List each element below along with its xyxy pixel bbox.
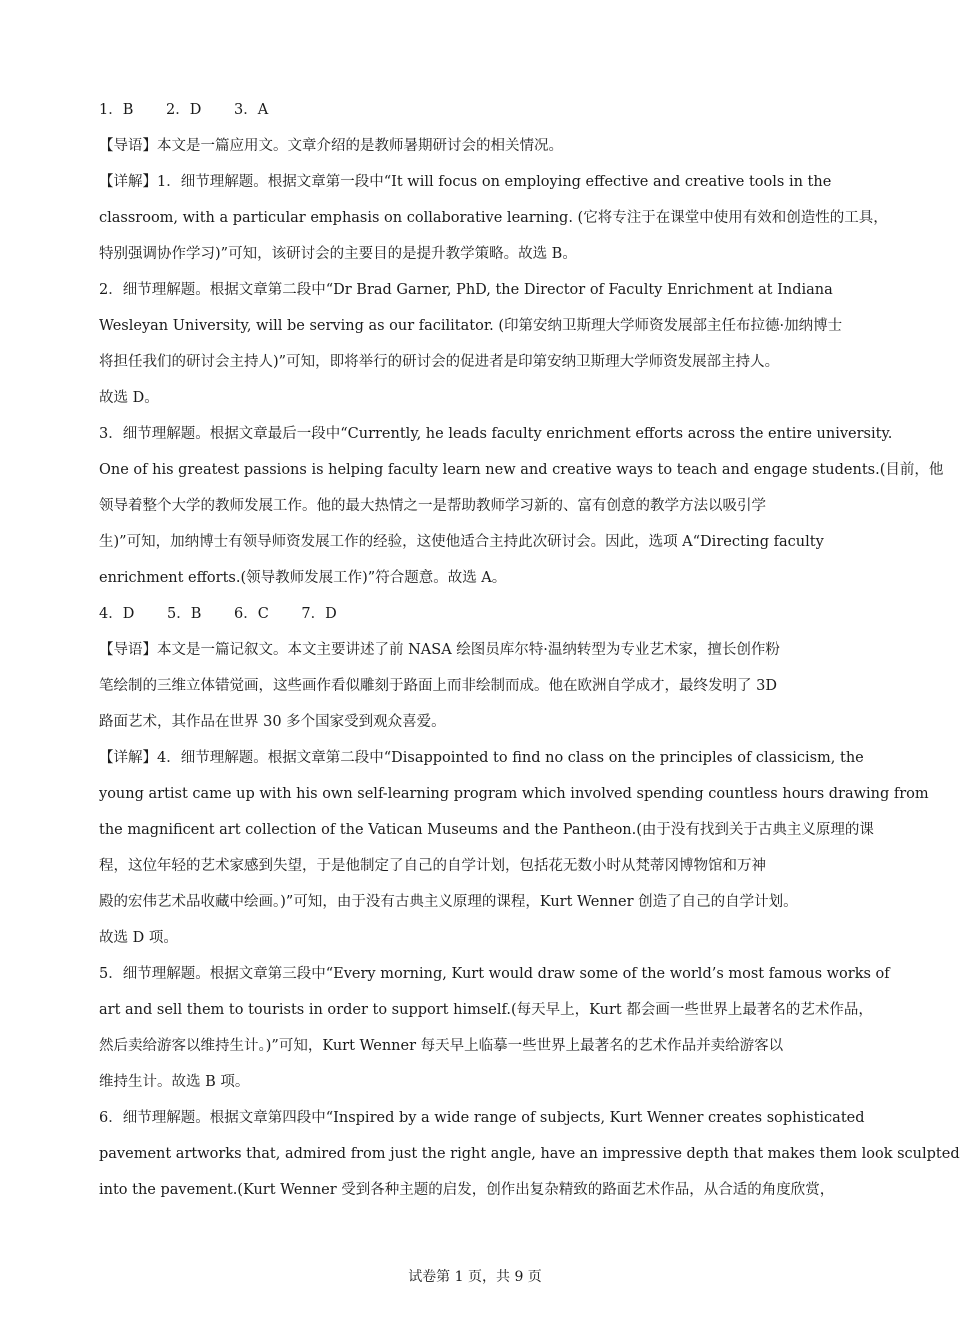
- text-line: 【导语】本文是一篇应用文。文章介绍的是教师暑期研讨会的相关情况。: [99, 138, 563, 154]
- text-line: 领导着整个大学的教师发展工作。他的最大热情之一是帮助教师学习新的、富有创意的教学方法以吸引学: [99, 498, 766, 514]
- text-line: art and sell them to tourists in order to support himself.(每天早上，Kurt 都会画一些世界上最著名的艺术作品，: [99, 1002, 873, 1018]
- text-line: 5．细节理解题。根据文章第三段中“Every morning, Kurt would draw some of the world’s most famous works of: [99, 966, 890, 982]
- answer-item: 2．D: [166, 102, 202, 118]
- answer-item: 4．D: [99, 606, 135, 622]
- answer-item: 7．D: [301, 606, 337, 622]
- text-line: 然后卖给游客以维持生计。)”可知，Kurt Wenner 每天早上临摹一些世界上最著名的艺术作品并卖给游客以: [99, 1038, 784, 1054]
- answer-key-1: [99, 92, 863, 128]
- text-line: 3．细节理解题。根据文章最后一段中“Currently, he leads faculty enrichment efforts across the entire university.: [99, 426, 893, 442]
- text-line: 【详解】1．细节理解题。根据文章第一段中“It will focus on employing effective and creative tools in the: [99, 174, 832, 190]
- answer-item: 1．B: [99, 102, 134, 118]
- text-line: 生)”可知，加纳博士有领导师资发展工作的经验，这使他适合主持此次研讨会。因此，选项 A“Directing faculty: [99, 534, 824, 550]
- answer-item: 5．B: [166, 606, 202, 622]
- text-line: into the pavement.(Kurt Wenner 受到各种主题的启发，创作出复杂精致的路面艺术作品，从合适的角度欣赏，: [99, 1182, 835, 1198]
- text-line: 笔绘制的三维立体错觉画，这些画作看似雕刻于路面上而非绘制而成。他在欧洲自学成才，最终发明了 3D: [99, 678, 777, 694]
- text-line: 6．细节理解题。根据文章第四段中“Inspired by a wide range of subjects, Kurt Wenner creates sophisticated: [99, 1110, 865, 1126]
- answer-key-2: [99, 596, 863, 632]
- text-line: Wesleyan University, will be serving as our facilitator. (印第安纳卫斯理大学师资发展部主任布拉德·加纳博士: [99, 318, 843, 334]
- text-line: 特别强调协作学习)”可知，该研讨会的主要目的是提升教学策略。故选 B。: [99, 246, 577, 262]
- page-footer: 试卷第 1 页，共 9 页: [408, 1269, 542, 1285]
- text-line: 路面艺术，其作品在世界 30 多个国家受到观众喜爱。: [99, 714, 446, 730]
- text-line: 程，这位年轻的艺术家感到失望，于是他制定了自己的自学计划，包括花无数小时从梵蒂冈博物馆和万神: [99, 858, 766, 874]
- text-line: 【详解】4．细节理解题。根据文章第二段中“Disappointed to find no class on the principles of classicism, the: [99, 750, 864, 766]
- answer-item: 3．A: [233, 102, 269, 118]
- text-line: pavement artworks that, admired from just the right angle, have an impressive depth that makes them look sculpted: [99, 1146, 960, 1162]
- text-line: 2．细节理解题。根据文章第二段中“Dr Brad Garner, PhD, the Director of Faculty Enrichment at Indiana: [99, 282, 833, 298]
- text-line: 【导语】本文是一篇记叙文。本文主要讲述了前 NASA 绘图员库尔特·温纳转型为专业艺术家，擅长创作粉: [99, 642, 780, 658]
- text-line: enrichment efforts.(领导教师发展工作)”符合题意。故选 A。: [99, 570, 507, 586]
- answer-item: 6．C: [233, 606, 269, 622]
- text-line: 殿的宏伟艺术品收藏中绘画。)”可知，由于没有古典主义原理的课程，Kurt Wenner 创造了自己的自学计划。: [99, 894, 798, 910]
- text-line: 故选 D 项。: [99, 930, 178, 946]
- text-line: 维持生计。故选 B 项。: [99, 1074, 250, 1090]
- text-line: 故选 D。: [99, 390, 159, 406]
- text-line: 将担任我们的研讨会主持人)”可知，即将举行的研讨会的促进者是印第安纳卫斯理大学师资发展部主持人。: [99, 354, 780, 370]
- document-body: [99, 92, 960, 1208]
- text-line: young artist came up with his own self-learning program which involved spending countless hours drawing from: [99, 786, 929, 802]
- text-line: One of his greatest passions is helping faculty learn new and creative ways to teach and engage students.(目前，他: [99, 462, 944, 478]
- text-line: classroom, with a particular emphasis on collaborative learning. (它将专注于在课堂中使用有效和创造性的工具，: [99, 210, 888, 226]
- text-line: the magnificent art collection of the Vatican Museums and the Pantheon.(由于没有找到关于古典主义原理的课: [99, 822, 874, 838]
